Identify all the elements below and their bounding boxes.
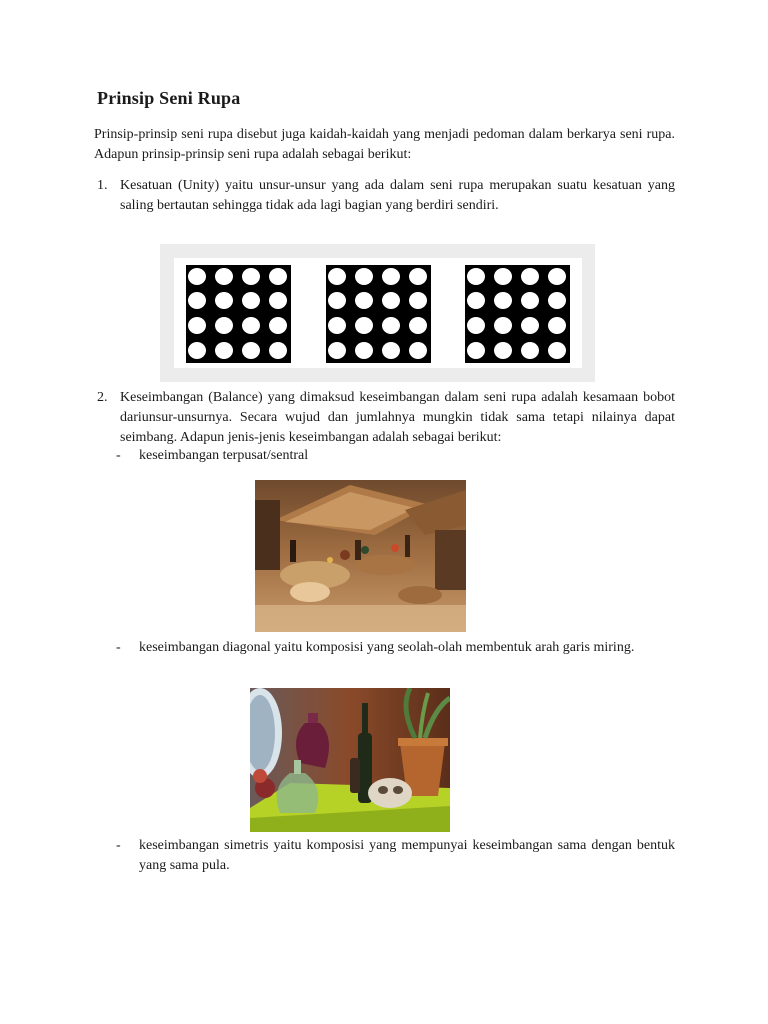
- dot: [548, 292, 566, 309]
- dot: [382, 292, 400, 309]
- dot: [409, 317, 427, 334]
- subitem-1-text: keseimbangan terpusat/sentral: [139, 448, 309, 463]
- dot: [521, 317, 539, 334]
- subitem-3-dash: -: [116, 838, 121, 853]
- dot: [215, 292, 233, 309]
- dot: [242, 268, 260, 285]
- dot: [409, 292, 427, 309]
- market-painting-image: [255, 480, 466, 632]
- dot: [467, 317, 485, 334]
- dot: [548, 268, 566, 285]
- dot-panel-1: [186, 265, 291, 363]
- item-1-number: 1.: [97, 178, 108, 193]
- dot-panel-2: [326, 265, 431, 363]
- item-2-text: Keseimbangan (Balance) yang dimaksud keseimbangan dalam seni rupa adalah kesamaan bobot dariunsur-unsurnya. Secara wujud dan jumlahnya mungkin tidak sama tetapi nilainya dapat seimbang. Adapun jenis-jenis keseimbangan adalah sebagai berikut:: [120, 390, 675, 445]
- dot: [328, 317, 346, 334]
- dot: [355, 342, 373, 359]
- dot: [521, 342, 539, 359]
- dot: [242, 292, 260, 309]
- dot: [409, 268, 427, 285]
- dot: [355, 292, 373, 309]
- dot: [242, 317, 260, 334]
- page-title: Prinsip Seni Rupa: [97, 88, 241, 108]
- subitem-3-text: keseimbangan simetris yaitu komposisi yang mempunyai keseimbangan sama dengan bentuk yang sama pula.: [139, 838, 675, 873]
- dot: [467, 268, 485, 285]
- dot-panel-3: [465, 265, 570, 363]
- intro-paragraph: Prinsip-prinsip seni rupa disebut juga kaidah-kaidah yang menjadi pedoman dalam berkarya seni rupa. Adapun prinsip-prinsip seni rupa adalah sebagai berikut:: [94, 127, 675, 162]
- dot: [215, 268, 233, 285]
- dot: [382, 317, 400, 334]
- dot: [242, 342, 260, 359]
- dot: [355, 317, 373, 334]
- dot: [269, 292, 287, 309]
- dot: [188, 342, 206, 359]
- dot: [467, 292, 485, 309]
- dot: [382, 342, 400, 359]
- dot: [188, 268, 206, 285]
- dot: [269, 317, 287, 334]
- dot: [467, 342, 485, 359]
- item-1-text: Kesatuan (Unity) yaitu unsur-unsur yang ada dalam seni rupa merupakan suatu kesatuan yang saling bertautan sehingga tidak ada lagi bagian yang berdiri sendiri.: [120, 178, 675, 213]
- item-2-number: 2.: [97, 390, 108, 405]
- dot: [328, 292, 346, 309]
- dot: [269, 342, 287, 359]
- dot: [328, 342, 346, 359]
- dot: [494, 317, 512, 334]
- dot: [494, 292, 512, 309]
- dot: [215, 342, 233, 359]
- dot: [548, 342, 566, 359]
- dot: [269, 268, 287, 285]
- dot: [188, 317, 206, 334]
- dot: [521, 268, 539, 285]
- dot: [409, 342, 427, 359]
- dot: [328, 268, 346, 285]
- dot: [494, 268, 512, 285]
- subitem-2-dash: -: [116, 640, 121, 655]
- dot: [548, 317, 566, 334]
- still-life-painting-image: [250, 688, 450, 832]
- dot: [355, 268, 373, 285]
- dot: [521, 292, 539, 309]
- subitem-2-text: keseimbangan diagonal yaitu komposisi yang seolah-olah membentuk arah garis miring.: [139, 640, 635, 655]
- dot: [188, 292, 206, 309]
- dot: [494, 342, 512, 359]
- dot: [382, 268, 400, 285]
- dot: [215, 317, 233, 334]
- subitem-1-dash: -: [116, 448, 121, 463]
